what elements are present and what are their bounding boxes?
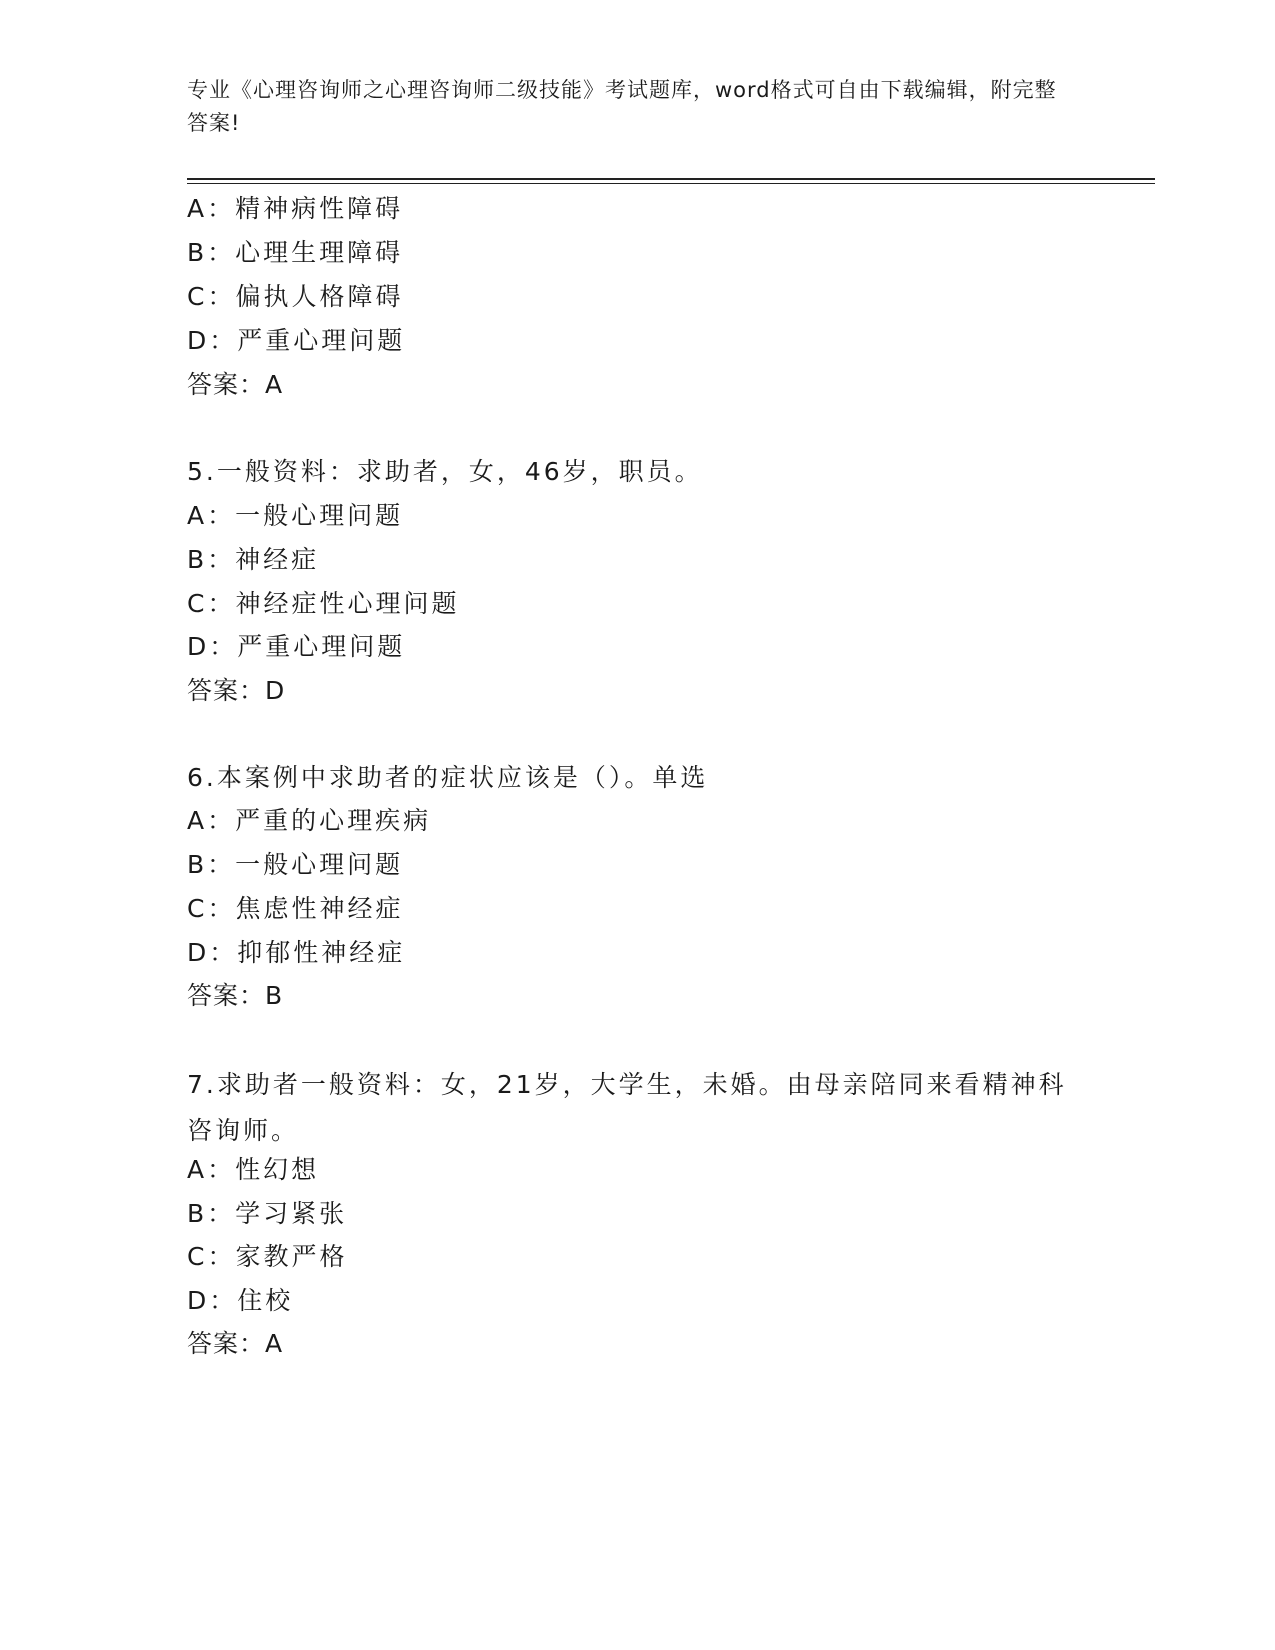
q6-option-a: A：严重的心理疾病 <box>187 806 432 835</box>
q6-answer: 答案：B <box>187 981 284 1010</box>
q7-option-b: B：学习紧张 <box>187 1199 348 1228</box>
q6-option-b: B：一般心理问题 <box>187 850 404 879</box>
q7-answer: 答案：A <box>187 1329 284 1358</box>
q4-option-a: A：精神病性障碍 <box>187 194 404 223</box>
q7-question: 7.求助者一般资料：女，21岁，大学生，未婚。由母亲陪同来看精神科咨询师。 <box>187 1070 1067 1145</box>
q4-option-c: C：偏执人格障碍 <box>187 282 404 311</box>
header-divider-thin <box>187 183 1155 184</box>
q7-option-a: A：性幻想 <box>187 1155 320 1184</box>
q5-answer: 答案：D <box>187 676 286 705</box>
q5-option-d: D：严重心理问题 <box>187 632 406 661</box>
q7-option-c: C：家教严格 <box>187 1242 348 1271</box>
q5-question: 5.一般资料：求助者，女，46岁，职员。 <box>187 457 703 486</box>
q5-option-c: C：神经症性心理问题 <box>187 589 460 618</box>
q6-question: 6.本案例中求助者的症状应该是（）。单选 <box>187 763 709 792</box>
q5-option-a: A：一般心理问题 <box>187 501 404 530</box>
q6-option-d: D：抑郁性神经症 <box>187 938 406 967</box>
q4-answer: 答案：A <box>187 370 284 399</box>
q5-option-b: B：神经症 <box>187 545 320 574</box>
document-header: 专业《心理咨询师之心理咨询师二级技能》考试题库，word格式可自由下载编辑，附完整答案! <box>187 78 1057 135</box>
q4-option-d: D：严重心理问题 <box>187 326 406 355</box>
header-divider-thick <box>187 178 1155 180</box>
q7-option-d: D：住校 <box>187 1286 294 1315</box>
q4-option-b: B：心理生理障碍 <box>187 238 404 267</box>
q6-option-c: C：焦虑性神经症 <box>187 894 404 923</box>
